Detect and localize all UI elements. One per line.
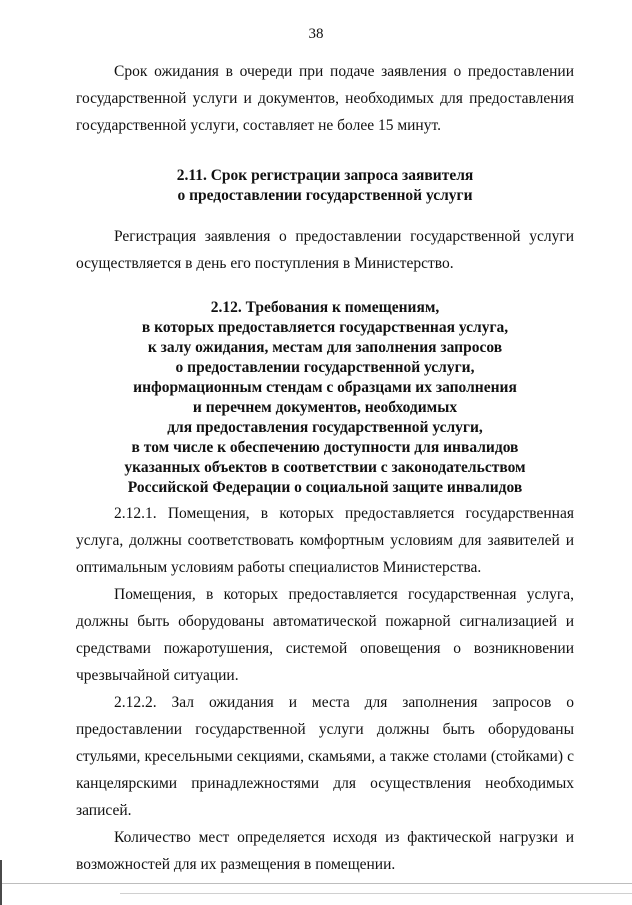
heading-line: к залу ожидания, местам для заполнения запросов <box>147 339 503 356</box>
page-number: 38 <box>308 26 324 42</box>
waiting-time-paragraph: Срок ожидания в очереди при подаче заявления о предоставлении государственной услуги и документов, необходимых для предоставления государственной услуги, составляет не более 15 минут. <box>76 63 574 134</box>
waiting-time-section <box>76 58 574 139</box>
heading-line: о предоставлении государственной услуги <box>177 187 473 204</box>
heading-line: информационным стендам с образцами их заполнения <box>133 379 517 396</box>
fire-safety-paragraph: Помещения, в которых предоставляется государственная услуга, должны быть оборудованы автоматической пожарной сигнализацией и средствами пожаротушения, системой оповещения о возникновении чрезвычайной ситуации. <box>76 586 574 684</box>
premises-comfort-paragraph: 2.12.1. Помещения, в которых предоставляется государственная услуга, должны соответствовать комфортным условиям для заявителей и оптимальным условиям работы специалистов Министерства. <box>76 505 574 576</box>
waiting-hall-paragraph: 2.12.2. Зал ожидания и места для заполнения запросов о предоставлении государственной услуги должны быть оборудованы стульями, кресельными секциями, скамьями, а также столами (стойками) с канцелярскими принадлежностями для осуществления необходимых записей. <box>76 694 574 819</box>
registration-paragraph: Регистрация заявления о предоставлении государственной услуги осуществляется в день его поступления в Министерство. <box>76 228 574 272</box>
section-2-11-body <box>76 223 574 277</box>
heading-line: указанных объектов в соответствии с законодательством <box>124 459 526 476</box>
section-2-12-heading <box>60 298 590 498</box>
heading-line: Российской Федерации о социальной защите инвалидов <box>127 479 523 496</box>
scan-edge-mark <box>0 860 2 905</box>
scan-edge-line <box>0 883 632 884</box>
heading-line: в которых предоставляется государственная услуга, <box>141 319 509 336</box>
heading-line: 2.12. Требования к помещениям, <box>210 299 440 316</box>
seat-count-paragraph: Количество мест определяется исходя из фактической нагрузки и возможностей для их размещения в помещении. <box>76 829 574 873</box>
heading-line: 2.11. Срок регистрации запроса заявителя <box>176 167 474 184</box>
heading-line: в том числе к обеспечению доступности для инвалидов <box>131 439 519 456</box>
section-2-11-heading <box>60 166 590 206</box>
heading-line: и перечнем документов, необходимых <box>192 399 458 416</box>
heading-line: для предоставления государственной услуги, <box>167 419 483 436</box>
scan-edge-line <box>120 893 632 894</box>
section-2-12-body <box>76 500 574 878</box>
heading-line: о предоставлении государственной услуги, <box>175 359 475 376</box>
